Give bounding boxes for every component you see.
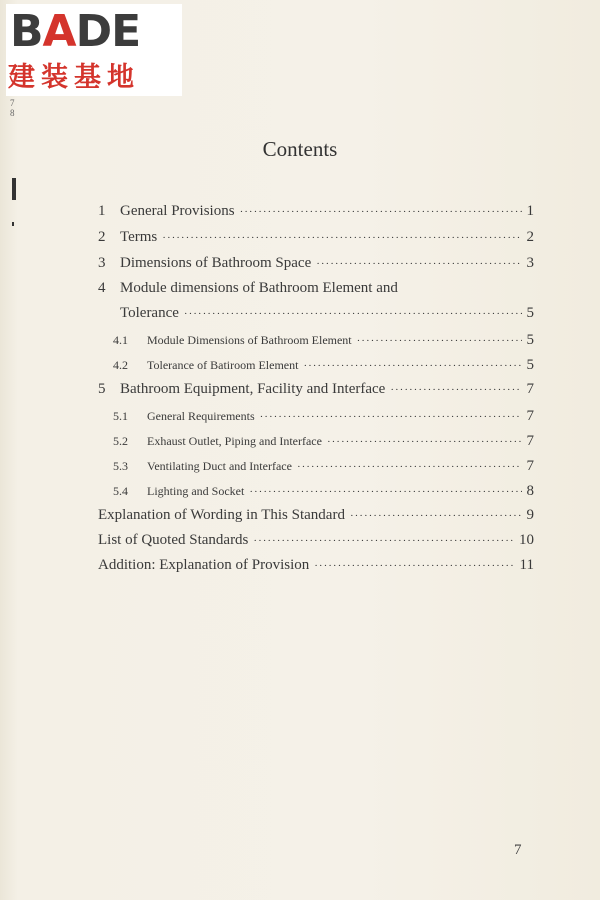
toc-entry-label: Exhaust Outlet, Piping and Interface xyxy=(147,434,322,448)
toc-entry-label: General Provisions xyxy=(120,203,235,219)
toc-entry-page: 7 xyxy=(526,458,534,474)
toc-entry-page: 11 xyxy=(519,557,534,573)
toc-entry-page: 8 xyxy=(526,483,534,499)
toc-leader-dots xyxy=(316,255,521,272)
toc-entry[interactable] xyxy=(120,305,534,322)
toc-entry-label: Addition: Explanation of Provision xyxy=(98,557,310,573)
toc-leader-dots xyxy=(314,557,514,574)
toc-leader-dots xyxy=(253,532,514,549)
toc-leader-dots xyxy=(390,381,521,398)
toc-leader-dots xyxy=(249,484,521,499)
toc-entry-label: Bathroom Equipment, Facility and Interface xyxy=(120,381,386,397)
toc-entry[interactable] xyxy=(98,507,534,524)
logo-wordmark: BADE xyxy=(10,6,141,57)
toc-entry-page: 2 xyxy=(526,229,534,245)
toc-subentry[interactable] xyxy=(113,408,534,425)
margin-tick-mark xyxy=(12,222,14,226)
toc-entry[interactable] xyxy=(98,532,534,549)
toc-entry-number: 5.2 xyxy=(113,434,128,448)
page-title: Contents xyxy=(262,137,338,161)
toc-entry-page: 9 xyxy=(526,507,534,523)
bade-logo xyxy=(6,4,182,96)
toc-entry-label: General Requirements xyxy=(147,409,255,423)
toc-leader-dots xyxy=(303,358,521,373)
toc-entry-number: 2 xyxy=(98,229,106,245)
toc-leader-dots xyxy=(260,409,522,424)
toc-entry[interactable] xyxy=(98,229,534,246)
toc-entry[interactable] xyxy=(98,381,534,398)
toc-entry-label: Tolerance xyxy=(120,305,179,321)
toc-entry-label: Module dimensions of Bathroom Element and xyxy=(120,280,398,296)
toc-entry-page: 7 xyxy=(526,408,534,424)
toc-leader-dots xyxy=(240,203,522,220)
toc-entry-page: 3 xyxy=(526,255,534,271)
toc-entry-number: 5.1 xyxy=(113,409,128,423)
toc-entry-number: 4.2 xyxy=(113,358,128,372)
toc-leader-dots xyxy=(184,305,522,322)
toc-entry-page: 10 xyxy=(519,532,534,548)
logo-chinese-text: 建装基地 xyxy=(8,62,140,93)
toc-entry-label: Ventilating Duct and Interface xyxy=(147,459,292,473)
page-number: 7 xyxy=(514,842,522,858)
toc-leader-dots xyxy=(297,459,522,474)
toc-entry-number: 4 xyxy=(98,280,106,296)
margin-note: 7 8 xyxy=(10,98,15,118)
toc-entry-label: Module Dimensions of Bathroom Element xyxy=(147,333,352,347)
toc-subentry[interactable] xyxy=(113,332,534,349)
toc-entry-number: 5.4 xyxy=(113,484,128,498)
toc-subentry[interactable] xyxy=(113,433,534,450)
toc-entry-page: 1 xyxy=(526,203,534,219)
toc-entry-page: 7 xyxy=(526,433,534,449)
toc-entry-page: 7 xyxy=(526,381,534,397)
toc-subentry[interactable] xyxy=(113,483,534,500)
toc-leader-dots xyxy=(350,507,522,524)
toc-entry[interactable] xyxy=(98,203,534,220)
toc-entry-number: 5 xyxy=(98,381,106,397)
toc-entry-number: 4.1 xyxy=(113,333,128,347)
toc-entry-label: Tolerance of Batiroom Element xyxy=(147,358,299,372)
toc-subentry[interactable] xyxy=(113,357,534,374)
toc-entry-label: Lighting and Socket xyxy=(147,484,245,498)
toc-entry-label: List of Quoted Standards xyxy=(98,532,249,548)
toc-entry-label: Explanation of Wording in This Standard xyxy=(98,507,345,523)
toc-leader-dots xyxy=(357,333,522,348)
toc-entry[interactable] xyxy=(98,557,534,574)
toc-entry-label: Terms xyxy=(120,229,158,245)
margin-tick-mark xyxy=(12,178,16,200)
toc-entry-number: 5.3 xyxy=(113,459,128,473)
toc-entry-number: 3 xyxy=(98,255,106,271)
toc-subentry[interactable] xyxy=(113,458,534,475)
toc-entry[interactable] xyxy=(98,255,534,272)
toc-entry-label: Dimensions of Bathroom Space xyxy=(120,255,312,271)
toc-entry-page: 5 xyxy=(526,332,534,348)
toc-leader-dots xyxy=(162,229,521,246)
toc-entry-number: 1 xyxy=(98,203,106,219)
toc-entry-page: 5 xyxy=(526,305,534,321)
toc-entry[interactable] xyxy=(98,280,534,297)
toc-leader-dots xyxy=(327,434,522,449)
toc-entry-page: 5 xyxy=(526,357,534,373)
